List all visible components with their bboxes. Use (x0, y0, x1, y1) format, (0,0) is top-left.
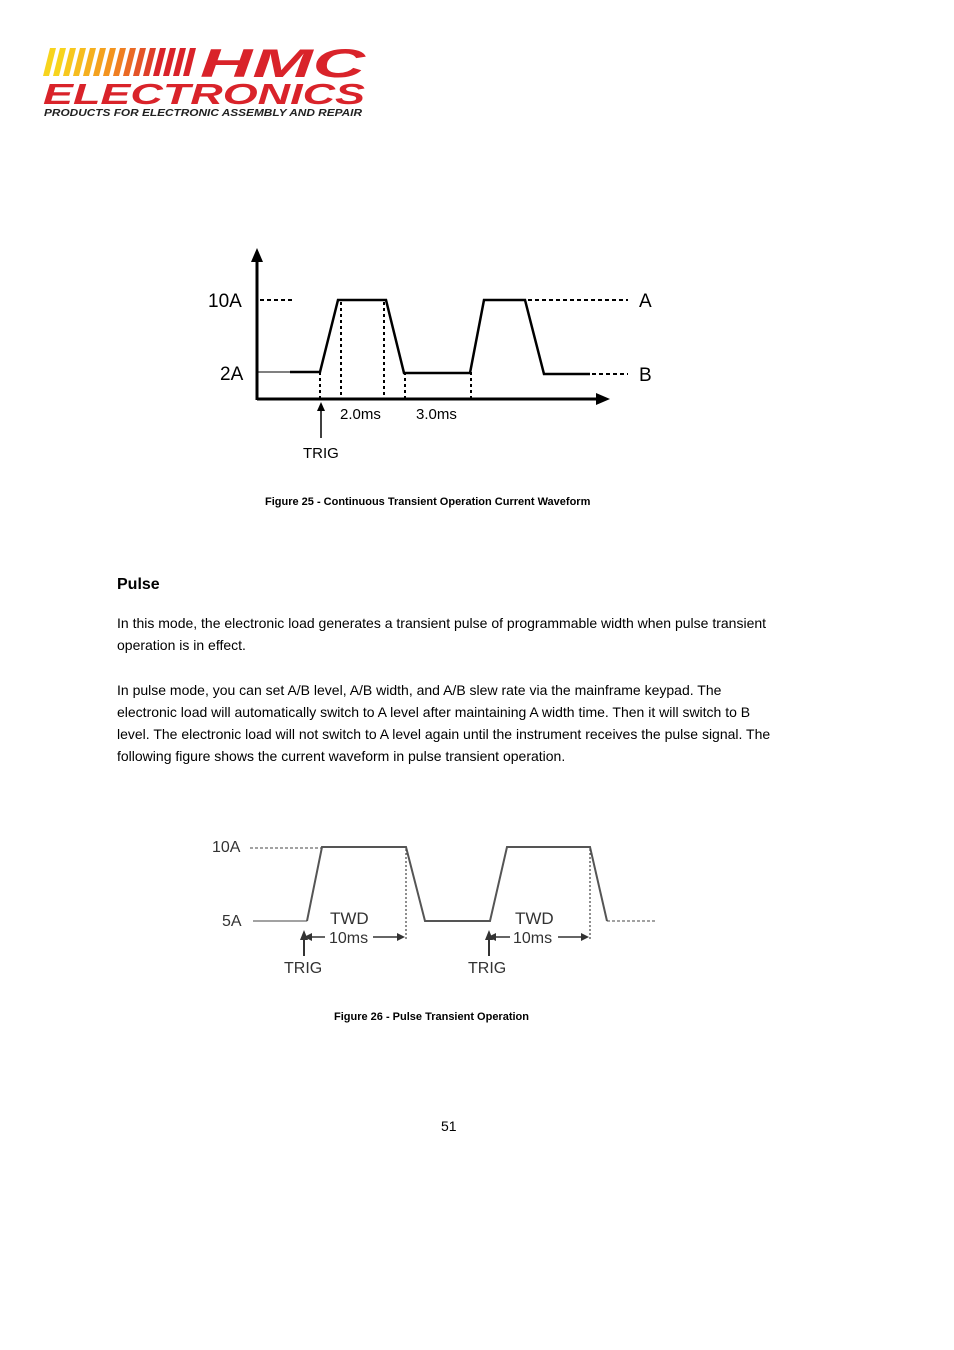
logo-tagline: PRODUCTS FOR ELECTRONIC ASSEMBLY AND REPAIR (44, 107, 363, 119)
y-axis-arrow (251, 248, 263, 262)
section-heading: Pulse (117, 576, 160, 593)
figure-25-waveform (200, 240, 670, 470)
logo-title: HMC (200, 42, 368, 86)
logo-subtitle: ELECTRONICS (43, 79, 367, 111)
figure-26-waveform (200, 825, 670, 985)
label-width-2: 10ms (513, 930, 553, 947)
paragraph-2: In pulse mode, you can set A/B level, A/B width, and A/B slew rate via the mainframe keypad. The electronic load will automatically switch to A level after maintaining A width time. Then it will switch to B level. The electronic load will not switch to A level again until the instrument receives the pulse signal. The following figure shows the current waveform in pulse transient operation. (117, 682, 771, 764)
figure-26-caption: Figure 26 - Pulse Transient Operation (334, 1011, 529, 1023)
figure-25-caption: Figure 25 - Continuous Transient Operation Current Waveform (265, 496, 591, 508)
label-trig: TRIG (303, 445, 339, 462)
label-twd-2: TWD (515, 909, 554, 928)
logo-stripes (43, 48, 196, 76)
x-axis-arrow (596, 393, 610, 405)
hmc-electronics-logo (40, 40, 370, 120)
label-trig-1: TRIG (284, 960, 323, 977)
width-arrowhead-right-1 (397, 933, 405, 941)
width-markers (406, 849, 590, 940)
trig-arrowhead-1 (300, 930, 308, 940)
current-waveform (290, 300, 590, 374)
label-5a: 5A (222, 913, 242, 930)
width-arrowhead-right-2 (581, 933, 589, 941)
label-3ms: 3.0ms (416, 406, 457, 423)
label-10a: 10A (208, 291, 242, 312)
trig-arrowhead-2 (485, 930, 493, 940)
label-width-1: 10ms (329, 930, 369, 947)
paragraph-1: In this mode, the electronic load generates a transient pulse of programmable width when pulse transient operation is in effect. (117, 615, 767, 653)
label-10a: 10A (212, 839, 241, 856)
label-2a: 2A (220, 364, 244, 385)
label-2ms: 2.0ms (340, 406, 381, 423)
axes (257, 258, 600, 400)
trig-arrow-head (317, 402, 325, 411)
label-b: B (639, 365, 652, 386)
page-number: 51 (441, 1118, 457, 1134)
label-trig-2: TRIG (468, 960, 507, 977)
label-a: A (639, 291, 652, 312)
timing-markers (320, 302, 471, 399)
label-twd-1: TWD (330, 909, 369, 928)
